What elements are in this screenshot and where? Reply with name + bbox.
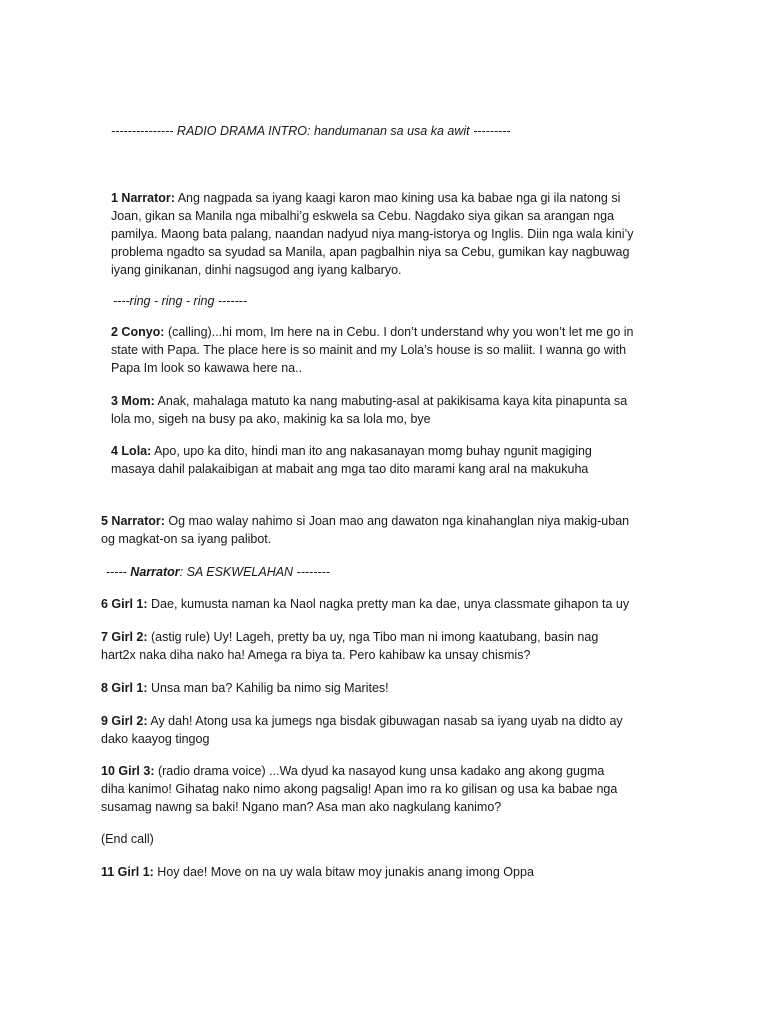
dialogue-text: iyang ginikanan, dinhi nagsugod ang iyang kalbaryo. <box>111 263 402 277</box>
dialogue-text: Joan, gikan sa Manila nga mibalhi’g eskwela sa Cebu. Nagdako siya gikan sa arangan nga <box>111 209 615 223</box>
speaker-label: 3 Mom: <box>111 394 155 408</box>
speaker-label: 5 Narrator: <box>101 514 165 528</box>
dialogue-text: Apo, upo ka dito, hindi man ito ang nakasanayan momg buhay ngunit magiging <box>151 444 592 458</box>
scene-title: : SA ESKWELAHAN -------- <box>179 565 330 579</box>
speaker-label: 7 Girl 2: <box>101 630 148 644</box>
mom-paragraph <box>111 392 671 428</box>
dialogue-text: masaya dahil palakaibigan at mabait ang mga tao dito marami kang aral na makukuha <box>111 462 589 476</box>
girl1-paragraph-8 <box>101 679 661 697</box>
ring-sound-effect: ----ring - ring - ring ------- <box>113 294 248 308</box>
speaker-label: 1 Narrator: <box>111 191 175 205</box>
dialogue-text: Dae, kumusta naman ka Naol nagka pretty man ka dae, unya classmate gihapon ta uy <box>147 597 630 611</box>
dialogue-text: (calling)...hi mom, Im here na in Cebu. I don’t understand why you won’t let me go in <box>164 325 634 339</box>
dialogue-text: state with Papa. The place here is so mainit and my Lola’s house is so maliit. I wanna go with <box>111 343 627 357</box>
dialogue-text: Og mao walay nahimo si Joan mao ang dawaton nga kinahanglan niya makig-uban <box>164 514 630 528</box>
dialogue-text: susamag nawng sa baki! Ngano man? Asa man ako nagkulang kanimo? <box>101 800 502 814</box>
dialogue-text: Unsa man ba? Kahilig ba nimo sig Marites! <box>147 681 389 695</box>
dialogue-text: (astig rule) Uy! Lageh, pretty ba uy, nga Tibo man ni imong kaatubang, basin nag <box>147 630 599 644</box>
dialogue-text: Anak, mahalaga matuto ka nang mabuting-asal at pakikisama kaya kita pinapunta sa <box>154 394 628 408</box>
girl1-paragraph-6 <box>101 595 661 613</box>
intro-heading: --------------- RADIO DRAMA INTRO: handumanan sa usa ka awit --------- <box>111 124 511 138</box>
speaker-label: 9 Girl 2: <box>101 714 148 728</box>
girl1-paragraph-11 <box>101 863 661 881</box>
dialogue-text: problema ngadto sa syudad sa Manila, apan pagbalhin niya sa Cebu, gumikan kay nagbuwag <box>111 245 630 259</box>
dialogue-text: Ang nagpada sa iyang kaagi karon mao kining usa ka babae nga gi ila natong si <box>174 191 621 205</box>
dialogue-text: Ay dah! Atong usa ka jumegs nga bisdak gibuwagan nasab sa iyang uyab na didto ay <box>147 714 623 728</box>
scene-prefix: ----- <box>106 565 131 579</box>
speaker-label: 4 Lola: <box>111 444 152 458</box>
scene-speaker: Narrator <box>130 565 180 579</box>
girl3-paragraph-10 <box>101 762 661 816</box>
conyo-paragraph <box>111 323 671 377</box>
dialogue-text: lola mo, sigeh na busy pa ako, makinig ka sa lola mo, bye <box>111 412 431 426</box>
end-call-note: (End call) <box>101 832 154 846</box>
dialogue-text: diha kanimo! Gihatag nako nimo akong pagsalig! Apan imo ra ko gilisan og usa ka babae nga <box>101 782 618 796</box>
dialogue-text: (radio drama voice) ...Wa dyud ka nasayod kung unsa kadako ang akong gugma <box>154 764 605 778</box>
narrator-paragraph-1 <box>111 189 671 279</box>
dialogue-text: pamilya. Maong bata palang, naandan nadyud niya mang-istorya og Inglis. Diin nga wala kini’y <box>111 227 634 241</box>
dialogue-text: og magkat-on sa iyang palibot. <box>101 532 272 546</box>
speaker-label: 10 Girl 3: <box>101 764 155 778</box>
speaker-label: 8 Girl 1: <box>101 681 148 695</box>
speaker-label: 11 Girl 1: <box>101 865 154 879</box>
dialogue-text: hart2x naka diha nako ha! Amega ra biya ta. Pero kahibaw ka unsay chismis? <box>101 648 531 662</box>
narrator-paragraph-5 <box>101 512 661 548</box>
dialogue-text: dako kaayog tingog <box>101 732 210 746</box>
speaker-label: 2 Conyo: <box>111 325 165 339</box>
dialogue-text: Hoy dae! Move on na uy wala bitaw moy junakis anang imong Oppa <box>153 865 534 879</box>
girl2-paragraph-9 <box>101 712 661 748</box>
girl2-paragraph-7 <box>101 628 661 664</box>
lola-paragraph <box>111 442 671 478</box>
dialogue-text: Papa Im look so kawawa here na.. <box>111 361 303 375</box>
speaker-label: 6 Girl 1: <box>101 597 148 611</box>
scene-heading <box>106 563 330 581</box>
